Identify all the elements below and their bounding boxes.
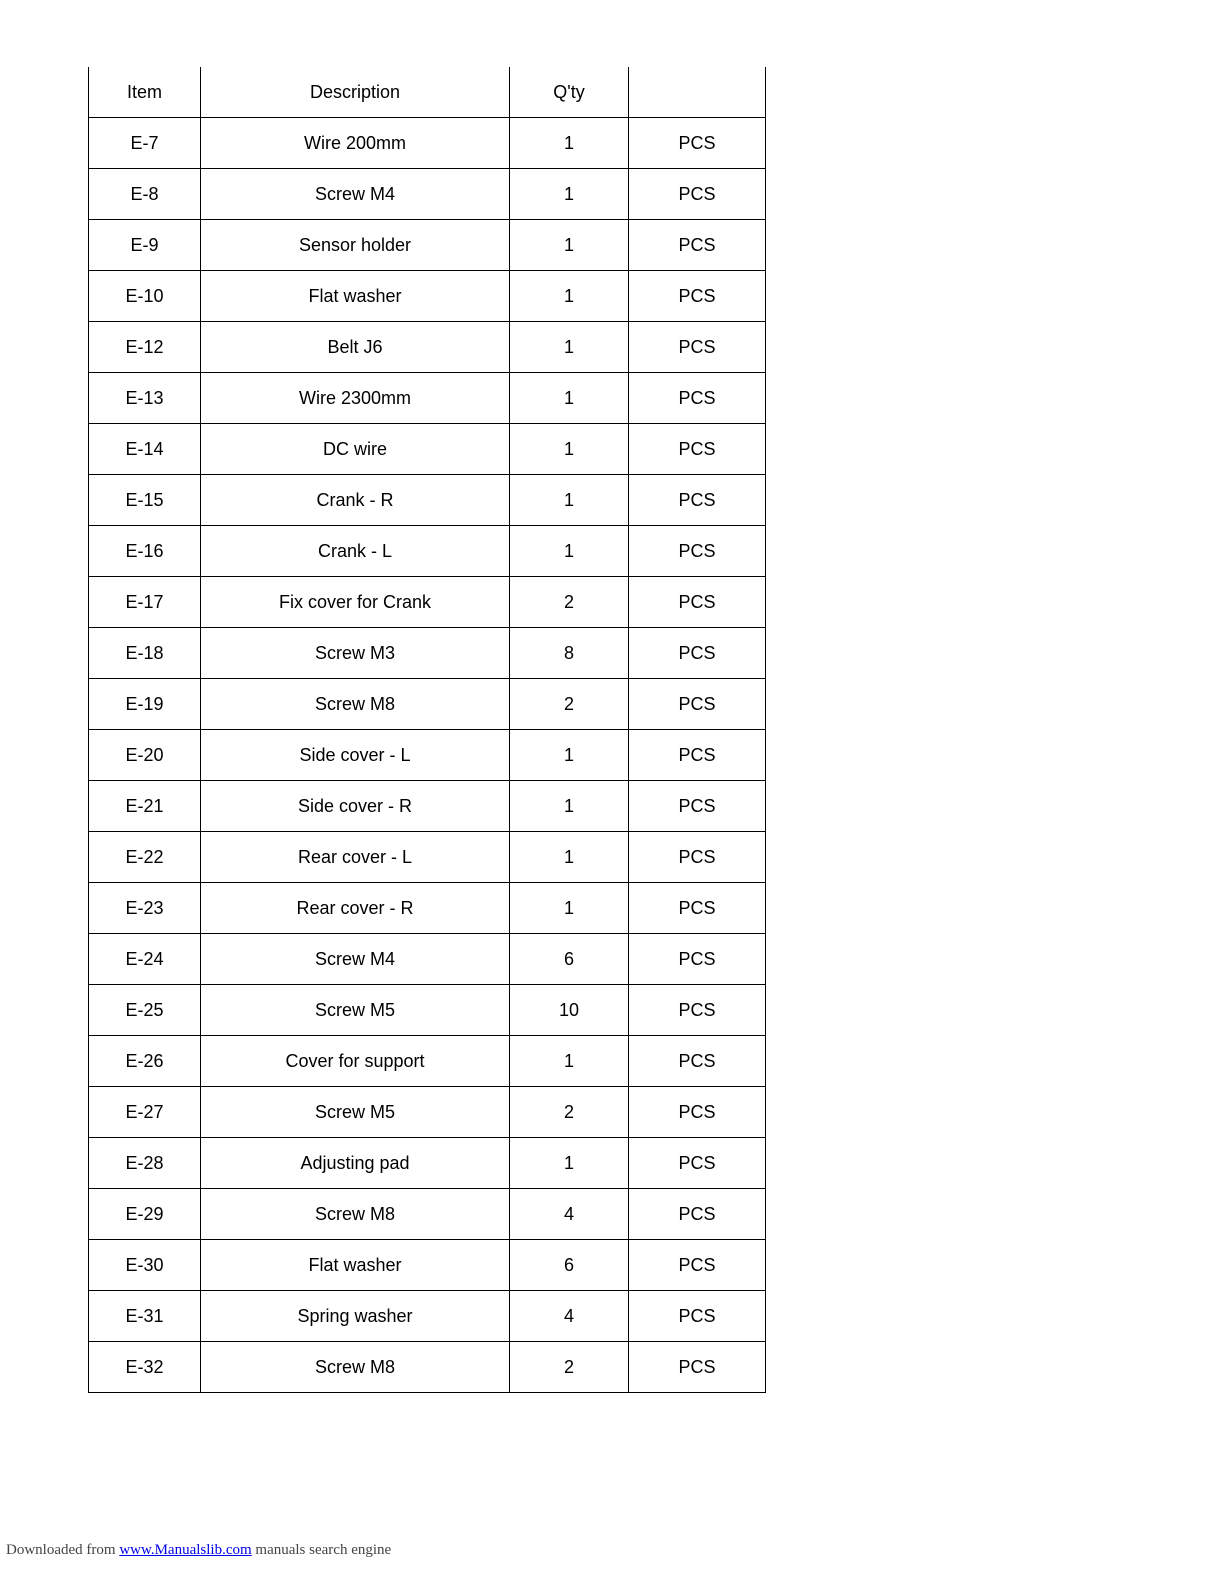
unit-cell: PCS bbox=[629, 220, 766, 271]
description-cell: Crank - L bbox=[201, 526, 510, 577]
item-code-cell: E-19 bbox=[89, 679, 201, 730]
description-cell: Cover for support bbox=[201, 1036, 510, 1087]
quantity-cell: 4 bbox=[510, 1189, 629, 1240]
quantity-cell: 1 bbox=[510, 373, 629, 424]
description-cell: Screw M8 bbox=[201, 679, 510, 730]
description-cell: Screw M8 bbox=[201, 1189, 510, 1240]
item-code-cell: E-9 bbox=[89, 220, 201, 271]
item-code-cell: E-16 bbox=[89, 526, 201, 577]
unit-cell: PCS bbox=[629, 1342, 766, 1393]
item-code-cell: E-26 bbox=[89, 1036, 201, 1087]
item-code-cell: E-20 bbox=[89, 730, 201, 781]
table-row bbox=[89, 679, 766, 730]
item-code-cell: E-24 bbox=[89, 934, 201, 985]
unit-cell: PCS bbox=[629, 169, 766, 220]
description-cell: DC wire bbox=[201, 424, 510, 475]
description-cell: Wire 2300mm bbox=[201, 373, 510, 424]
item-code-cell: E-30 bbox=[89, 1240, 201, 1291]
table-row bbox=[89, 577, 766, 628]
item-code-cell: E-15 bbox=[89, 475, 201, 526]
description-cell: Side cover - L bbox=[201, 730, 510, 781]
unit-cell: PCS bbox=[629, 1240, 766, 1291]
description-cell: Flat washer bbox=[201, 1240, 510, 1291]
table-row bbox=[89, 475, 766, 526]
description-cell: Spring washer bbox=[201, 1291, 510, 1342]
quantity-cell: 1 bbox=[510, 526, 629, 577]
item-code-cell: E-12 bbox=[89, 322, 201, 373]
description-cell: Wire 200mm bbox=[201, 118, 510, 169]
table-row bbox=[89, 271, 766, 322]
table-row bbox=[89, 628, 766, 679]
unit-cell: PCS bbox=[629, 1036, 766, 1087]
table-row bbox=[89, 934, 766, 985]
unit-cell: PCS bbox=[629, 934, 766, 985]
table-row bbox=[89, 373, 766, 424]
item-code-cell: E-7 bbox=[89, 118, 201, 169]
quantity-cell: 1 bbox=[510, 169, 629, 220]
description-cell: Side cover - R bbox=[201, 781, 510, 832]
item-code-cell: E-25 bbox=[89, 985, 201, 1036]
table-row bbox=[89, 883, 766, 934]
table-row bbox=[89, 985, 766, 1036]
header-description: Description bbox=[201, 67, 510, 118]
table-row bbox=[89, 1240, 766, 1291]
description-cell: Belt J6 bbox=[201, 322, 510, 373]
quantity-cell: 8 bbox=[510, 628, 629, 679]
quantity-cell: 1 bbox=[510, 220, 629, 271]
unit-cell: PCS bbox=[629, 1138, 766, 1189]
footer-suffix: manuals search engine bbox=[255, 1542, 392, 1558]
unit-cell: PCS bbox=[629, 832, 766, 883]
unit-cell: PCS bbox=[629, 730, 766, 781]
unit-cell: PCS bbox=[629, 373, 766, 424]
quantity-cell: 10 bbox=[510, 985, 629, 1036]
table-row bbox=[89, 1036, 766, 1087]
unit-cell: PCS bbox=[629, 271, 766, 322]
description-cell: Rear cover - R bbox=[201, 883, 510, 934]
header-quantity: Q'ty bbox=[510, 67, 629, 118]
description-cell: Sensor holder bbox=[201, 220, 510, 271]
unit-cell: PCS bbox=[629, 1291, 766, 1342]
quantity-cell: 2 bbox=[510, 1087, 629, 1138]
description-cell: Screw M4 bbox=[201, 169, 510, 220]
table-row bbox=[89, 730, 766, 781]
quantity-cell: 2 bbox=[510, 1342, 629, 1393]
header-unit bbox=[629, 67, 766, 118]
table-header-row bbox=[89, 67, 766, 118]
unit-cell: PCS bbox=[629, 526, 766, 577]
table-row bbox=[89, 1138, 766, 1189]
description-cell: Screw M5 bbox=[201, 1087, 510, 1138]
description-cell: Crank - R bbox=[201, 475, 510, 526]
unit-cell: PCS bbox=[629, 679, 766, 730]
description-cell: Screw M5 bbox=[201, 985, 510, 1036]
item-code-cell: E-32 bbox=[89, 1342, 201, 1393]
table-row bbox=[89, 118, 766, 169]
quantity-cell: 1 bbox=[510, 1036, 629, 1087]
unit-cell: PCS bbox=[629, 577, 766, 628]
table-row bbox=[89, 832, 766, 883]
item-code-cell: E-14 bbox=[89, 424, 201, 475]
quantity-cell: 1 bbox=[510, 883, 629, 934]
unit-cell: PCS bbox=[629, 883, 766, 934]
footer-prefix: Downloaded from bbox=[6, 1542, 116, 1558]
table-row bbox=[89, 322, 766, 373]
unit-cell: PCS bbox=[629, 424, 766, 475]
unit-cell: PCS bbox=[629, 628, 766, 679]
table-row bbox=[89, 1087, 766, 1138]
unit-cell: PCS bbox=[629, 118, 766, 169]
quantity-cell: 1 bbox=[510, 730, 629, 781]
item-code-cell: E-18 bbox=[89, 628, 201, 679]
item-code-cell: E-23 bbox=[89, 883, 201, 934]
item-code-cell: E-13 bbox=[89, 373, 201, 424]
item-code-cell: E-17 bbox=[89, 577, 201, 628]
quantity-cell: 1 bbox=[510, 1138, 629, 1189]
quantity-cell: 2 bbox=[510, 679, 629, 730]
unit-cell: PCS bbox=[629, 322, 766, 373]
item-code-cell: E-27 bbox=[89, 1087, 201, 1138]
quantity-cell: 6 bbox=[510, 934, 629, 985]
table-row bbox=[89, 1342, 766, 1393]
parts-table-body bbox=[89, 118, 766, 1393]
parts-table bbox=[88, 67, 766, 1393]
quantity-cell: 6 bbox=[510, 1240, 629, 1291]
description-cell: Screw M4 bbox=[201, 934, 510, 985]
download-footer bbox=[6, 1542, 391, 1559]
quantity-cell: 2 bbox=[510, 577, 629, 628]
unit-cell: PCS bbox=[629, 475, 766, 526]
table-row bbox=[89, 1291, 766, 1342]
description-cell: Flat washer bbox=[201, 271, 510, 322]
quantity-cell: 1 bbox=[510, 118, 629, 169]
description-cell: Adjusting pad bbox=[201, 1138, 510, 1189]
header-item: Item bbox=[89, 67, 201, 118]
table-row bbox=[89, 220, 766, 271]
table-row bbox=[89, 1189, 766, 1240]
description-cell: Screw M3 bbox=[201, 628, 510, 679]
description-cell: Screw M8 bbox=[201, 1342, 510, 1393]
unit-cell: PCS bbox=[629, 985, 766, 1036]
table-row bbox=[89, 424, 766, 475]
item-code-cell: E-8 bbox=[89, 169, 201, 220]
quantity-cell: 1 bbox=[510, 781, 629, 832]
quantity-cell: 1 bbox=[510, 424, 629, 475]
quantity-cell: 1 bbox=[510, 475, 629, 526]
unit-cell: PCS bbox=[629, 781, 766, 832]
quantity-cell: 1 bbox=[510, 832, 629, 883]
quantity-cell: 4 bbox=[510, 1291, 629, 1342]
table-row bbox=[89, 781, 766, 832]
unit-cell: PCS bbox=[629, 1087, 766, 1138]
table-row bbox=[89, 526, 766, 577]
description-cell: Fix cover for Crank bbox=[201, 577, 510, 628]
item-code-cell: E-28 bbox=[89, 1138, 201, 1189]
unit-cell: PCS bbox=[629, 1189, 766, 1240]
table-row bbox=[89, 169, 766, 220]
manualslib-link[interactable]: www.Manualslib.com bbox=[119, 1542, 252, 1558]
description-cell: Rear cover - L bbox=[201, 832, 510, 883]
item-code-cell: E-10 bbox=[89, 271, 201, 322]
item-code-cell: E-22 bbox=[89, 832, 201, 883]
item-code-cell: E-21 bbox=[89, 781, 201, 832]
item-code-cell: E-31 bbox=[89, 1291, 201, 1342]
quantity-cell: 1 bbox=[510, 322, 629, 373]
item-code-cell: E-29 bbox=[89, 1189, 201, 1240]
quantity-cell: 1 bbox=[510, 271, 629, 322]
